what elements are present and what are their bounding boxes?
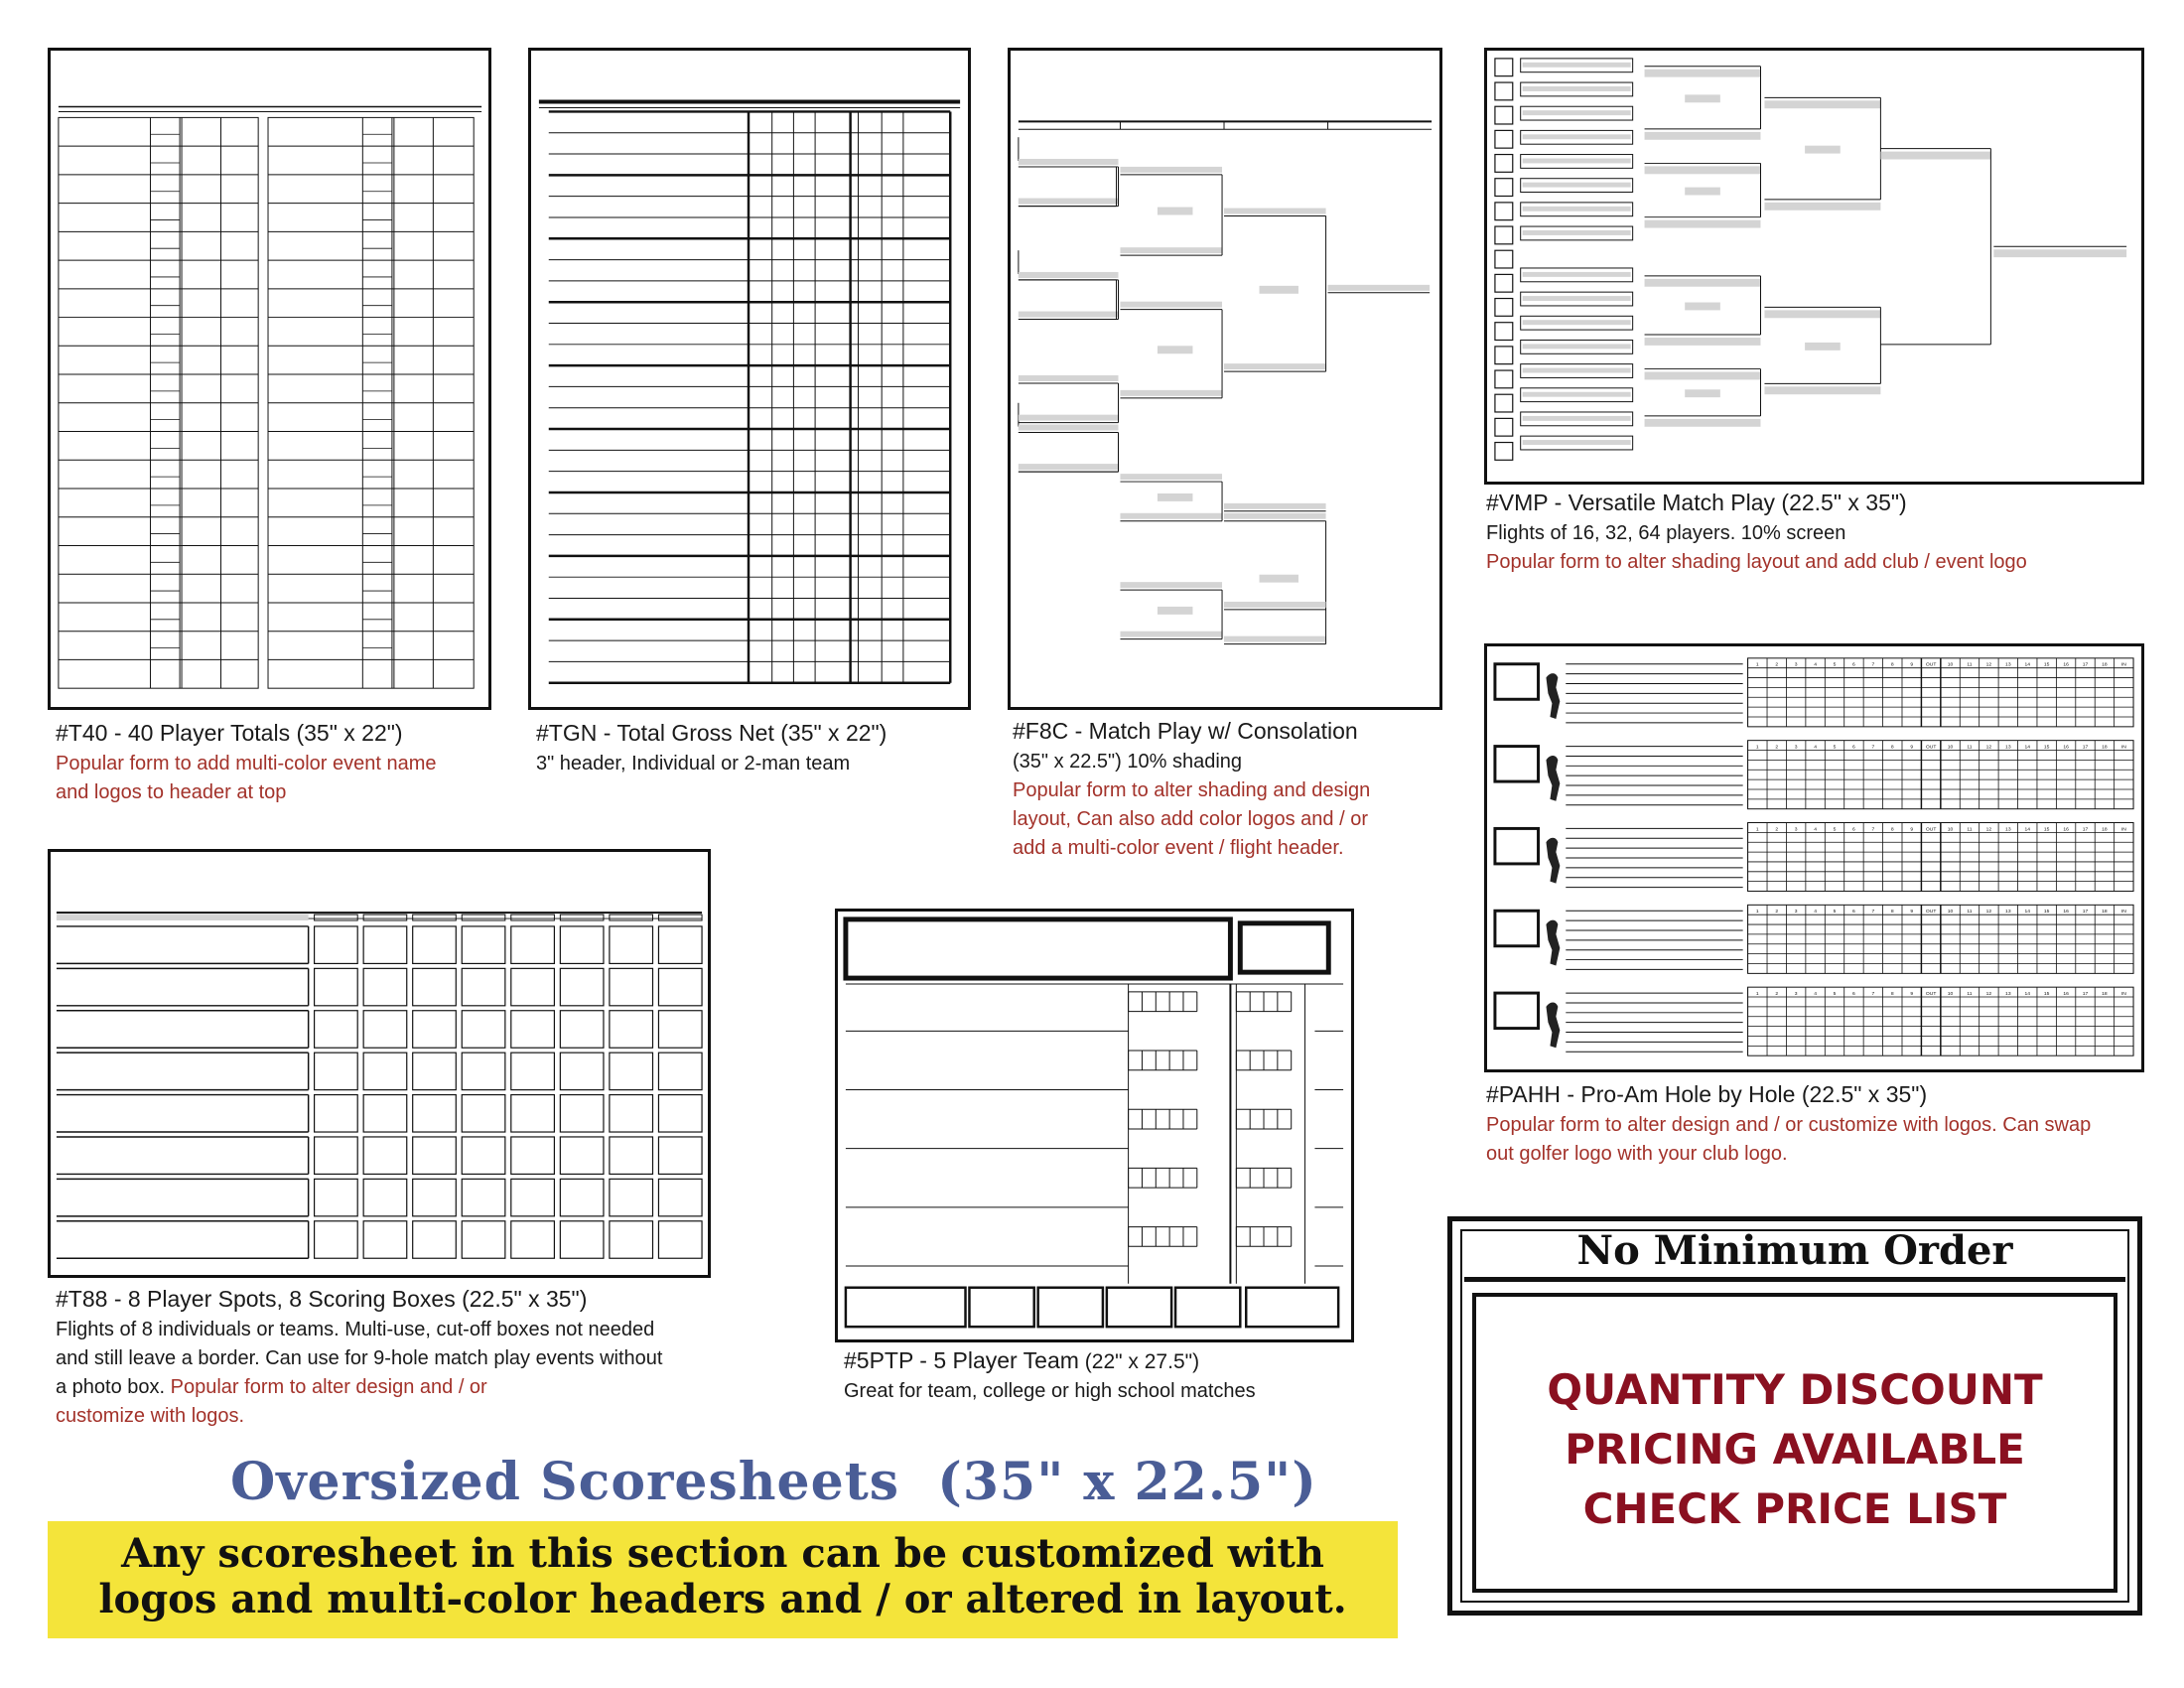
pahh-hole-label: 4 (1814, 910, 1817, 915)
pahh-hole-label: 5 (1833, 992, 1837, 998)
pahh-thumbnail (1484, 643, 2144, 1072)
pahh-hole-label: OUT (1925, 910, 1937, 915)
pahh-hole-label: 2 (1775, 827, 1779, 833)
pahh-hole-label: 2 (1775, 992, 1779, 998)
pahh-hole-label: 15 (2043, 662, 2050, 668)
5ptp-desc: Great for team, college or high school matches (844, 1380, 1256, 1403)
t88-desc-1: Flights of 8 individuals or teams. Multi-use, cut-off boxes not needed (56, 1319, 655, 1341)
pahh-hole-label: 14 (2024, 992, 2031, 998)
pahh-hole-label: 9 (1910, 992, 1914, 998)
pahh-hole-label: 10 (1947, 745, 1954, 751)
pahh-hole-label: 18 (2102, 745, 2108, 751)
pahh-hole-label: 9 (1910, 827, 1914, 833)
pahh-hole-label: 10 (1947, 662, 1954, 668)
pahh-hole-label: 13 (2005, 992, 2011, 998)
pahh-hole-label: 5 (1833, 662, 1837, 668)
pahh-hole-label: 8 (1890, 910, 1894, 915)
f8c-title: #F8C - Match Play w/ Consolation (1013, 718, 1358, 744)
pahh-hole-label: 7 (1871, 992, 1875, 998)
promo-box (1447, 1216, 2142, 1616)
pahh-hole-label: 1 (1755, 662, 1759, 668)
pahh-hole-label: 13 (2005, 662, 2011, 668)
pahh-hole-label: 12 (1985, 910, 1992, 915)
tgn-desc: 3" header, Individual or 2-man team (536, 753, 851, 775)
tgn-thumbnail (528, 48, 971, 710)
pahh-hole-label: 6 (1852, 827, 1855, 833)
customization-banner (48, 1521, 1398, 1638)
pahh-hole-label: 8 (1890, 827, 1894, 833)
pahh-hole-label: 8 (1890, 992, 1894, 998)
vmp-caption (1486, 487, 2027, 577)
banner-line-1: Any scoresheet in this section can be customized with (121, 1530, 1324, 1577)
promo-lines (1476, 1360, 2114, 1539)
t40-note-2: and logos to header at top (56, 781, 287, 804)
pahh-hole-label: 16 (2063, 662, 2069, 668)
f8c-note-3: add a multi-color event / flight header. (1013, 837, 1344, 860)
pahh-hole-label: 1 (1755, 745, 1759, 751)
pahh-hole-label: 14 (2024, 745, 2031, 751)
pahh-hole-label: 16 (2063, 827, 2069, 833)
pahh-hole-label: 11 (1967, 662, 1973, 668)
pahh-hole-label: 9 (1910, 910, 1914, 915)
pahh-hole-label: 7 (1871, 745, 1875, 751)
pahh-hole-label: IN (2120, 745, 2126, 751)
pahh-hole-label: 7 (1871, 910, 1875, 915)
5ptp-title-line (844, 1344, 1256, 1377)
5ptp-title: #5PTP - 5 Player Team (844, 1347, 1079, 1373)
pahh-hole-label: 3 (1794, 910, 1798, 915)
pahh-hole-label: 17 (2082, 910, 2089, 915)
t88-desc-3-plain: a photo box. (56, 1376, 171, 1399)
t40-form-preview (51, 51, 488, 707)
pahh-hole-label: 15 (2043, 992, 2050, 998)
pahh-hole-label: 4 (1814, 827, 1817, 833)
t88-thumbnail (48, 849, 711, 1278)
pahh-hole-label: 2 (1775, 910, 1779, 915)
banner-line-2: logos and multi-color headers and / or altered in layout. (98, 1576, 1347, 1622)
tgn-title: #TGN - Total Gross Net (35" x 22") (536, 720, 887, 746)
pahh-hole-label: 4 (1814, 745, 1817, 751)
5ptp-form-preview (838, 912, 1351, 1339)
pahh-hole-label: 16 (2063, 992, 2069, 998)
pahh-hole-label: 10 (1947, 910, 1954, 915)
f8c-note-1: Popular form to alter shading and design (1013, 779, 1371, 802)
t88-desc-3 (56, 1373, 662, 1402)
t88-title: #T88 - 8 Player Spots, 8 Scoring Boxes (22.5" x 35") (56, 1286, 588, 1312)
pahh-hole-label: 17 (2082, 662, 2089, 668)
pahh-hole-label: IN (2120, 910, 2126, 915)
pahh-hole-label: 9 (1910, 745, 1914, 751)
t40-caption (56, 717, 437, 807)
pahh-hole-label: 5 (1833, 745, 1837, 751)
pahh-hole-label: 12 (1985, 827, 1992, 833)
f8c-thumbnail (1008, 48, 1442, 710)
promo-line-3: CHECK PRICE LIST (1582, 1484, 2007, 1533)
tgn-caption (536, 717, 887, 778)
pahh-hole-label: 18 (2102, 992, 2108, 998)
t40-title: #T40 - 40 Player Totals (35" x 22") (56, 720, 403, 746)
pahh-hole-label: 13 (2005, 745, 2011, 751)
t88-caption (56, 1283, 662, 1431)
pahh-hole-label: 14 (2024, 910, 2031, 915)
pahh-hole-label: OUT (1925, 662, 1937, 668)
pahh-hole-label: 15 (2043, 745, 2050, 751)
t88-note-1: customize with logos. (56, 1405, 245, 1428)
t88-desc-2: and still leave a border. Can use for 9-hole match play events without (56, 1347, 663, 1370)
pahh-hole-label: 16 (2063, 910, 2069, 915)
5ptp-size: (22" x 27.5") (1078, 1350, 1200, 1373)
promo-header: No Minimum Order (1464, 1221, 2125, 1282)
pahh-hole-label: 2 (1775, 662, 1779, 668)
pahh-hole-label: 3 (1794, 992, 1798, 998)
pahh-hole-label: OUT (1925, 992, 1937, 998)
pahh-hole-label: 18 (2102, 910, 2108, 915)
pahh-hole-label: 3 (1794, 827, 1798, 833)
vmp-thumbnail (1484, 48, 2144, 485)
t88-form-preview (51, 852, 708, 1275)
pahh-hole-label: 15 (2043, 827, 2050, 833)
vmp-desc: Flights of 16, 32, 64 players. 10% screen (1486, 522, 1846, 545)
pahh-hole-label: 6 (1852, 745, 1855, 751)
vmp-title: #VMP - Versatile Match Play (22.5" x 35") (1486, 490, 1907, 515)
pahh-hole-label: 17 (2082, 827, 2089, 833)
pahh-hole-label: 7 (1871, 662, 1875, 668)
t40-thumbnail (48, 48, 491, 710)
pahh-hole-label: 11 (1967, 827, 1973, 833)
vmp-form-preview (1487, 51, 2141, 482)
pahh-hole-label: 12 (1985, 745, 1992, 751)
pahh-hole-label: 6 (1852, 662, 1855, 668)
vmp-note-1: Popular form to alter shading layout and add club / event logo (1486, 551, 2027, 574)
t88-desc-3-red: Popular form to alter design and / or (170, 1376, 487, 1399)
promo-line-1: QUANTITY DISCOUNT (1547, 1365, 2043, 1414)
pahh-hole-label: 13 (2005, 827, 2011, 833)
pahh-hole-label: 10 (1947, 827, 1954, 833)
pahh-hole-label: 7 (1871, 827, 1875, 833)
pahh-hole-label: 8 (1890, 745, 1894, 751)
f8c-form-preview (1011, 51, 1439, 707)
promo-line-2: PRICING AVAILABLE (1565, 1425, 2025, 1474)
pahh-hole-label: 12 (1985, 992, 1992, 998)
pahh-hole-label: 14 (2024, 662, 2031, 668)
pahh-hole-label: 3 (1794, 662, 1798, 668)
f8c-note-2: layout, Can also add color logos and / or (1013, 808, 1368, 831)
pahh-title: #PAHH - Pro-Am Hole by Hole (22.5" x 35") (1486, 1081, 1928, 1107)
pahh-note-1: Popular form to alter design and / or customize with logos. Can swap (1486, 1114, 2092, 1137)
pahh-note-2: out golfer logo with your club logo. (1486, 1143, 1788, 1166)
pahh-hole-label: 17 (2082, 745, 2089, 751)
pahh-hole-label: 4 (1814, 992, 1817, 998)
f8c-desc: (35" x 22.5") 10% shading (1013, 751, 1243, 774)
pahh-hole-label: IN (2120, 992, 2126, 998)
pahh-hole-label: 13 (2005, 910, 2011, 915)
pahh-hole-label: 18 (2102, 662, 2108, 668)
pahh-hole-label: 3 (1794, 745, 1798, 751)
pahh-hole-label: 11 (1967, 910, 1973, 915)
pahh-hole-label: 11 (1967, 992, 1973, 998)
pahh-caption (1486, 1078, 2091, 1169)
pahh-hole-label: OUT (1925, 827, 1937, 833)
pahh-hole-label: 18 (2102, 827, 2108, 833)
pahh-hole-label: 12 (1985, 662, 1992, 668)
t40-note-1: Popular form to add multi-color event name (56, 753, 437, 775)
pahh-hole-label: 15 (2043, 910, 2050, 915)
pahh-hole-label: 1 (1755, 910, 1759, 915)
5ptp-thumbnail (835, 909, 1354, 1342)
pahh-hole-label: 17 (2082, 992, 2089, 998)
pahh-hole-label: 8 (1890, 662, 1894, 668)
pahh-hole-label: IN (2120, 662, 2126, 668)
pahh-hole-label: 2 (1775, 745, 1779, 751)
pahh-hole-label: 5 (1833, 827, 1837, 833)
pahh-hole-label: 4 (1814, 662, 1817, 668)
pahh-hole-label: 6 (1852, 910, 1855, 915)
pahh-hole-label: 14 (2024, 827, 2031, 833)
pahh-hole-label: 10 (1947, 992, 1954, 998)
5ptp-caption (844, 1344, 1256, 1406)
pahh-hole-label: 9 (1910, 662, 1914, 668)
tgn-form-preview (531, 51, 968, 707)
pahh-hole-label: IN (2120, 827, 2126, 833)
pahh-hole-label: 6 (1852, 992, 1855, 998)
pahh-hole-label: 5 (1833, 910, 1837, 915)
section-heading: Oversized Scoresheets (35" x 22.5") (230, 1452, 1317, 1512)
pahh-hole-label: 16 (2063, 745, 2069, 751)
pahh-hole-label: 11 (1967, 745, 1973, 751)
pahh-form-preview (1487, 646, 2141, 1069)
pahh-hole-label: 1 (1755, 992, 1759, 998)
f8c-caption (1013, 715, 1370, 863)
pahh-hole-label: OUT (1925, 745, 1937, 751)
pahh-hole-label: 1 (1755, 827, 1759, 833)
promo-discount-box (1472, 1293, 2117, 1593)
